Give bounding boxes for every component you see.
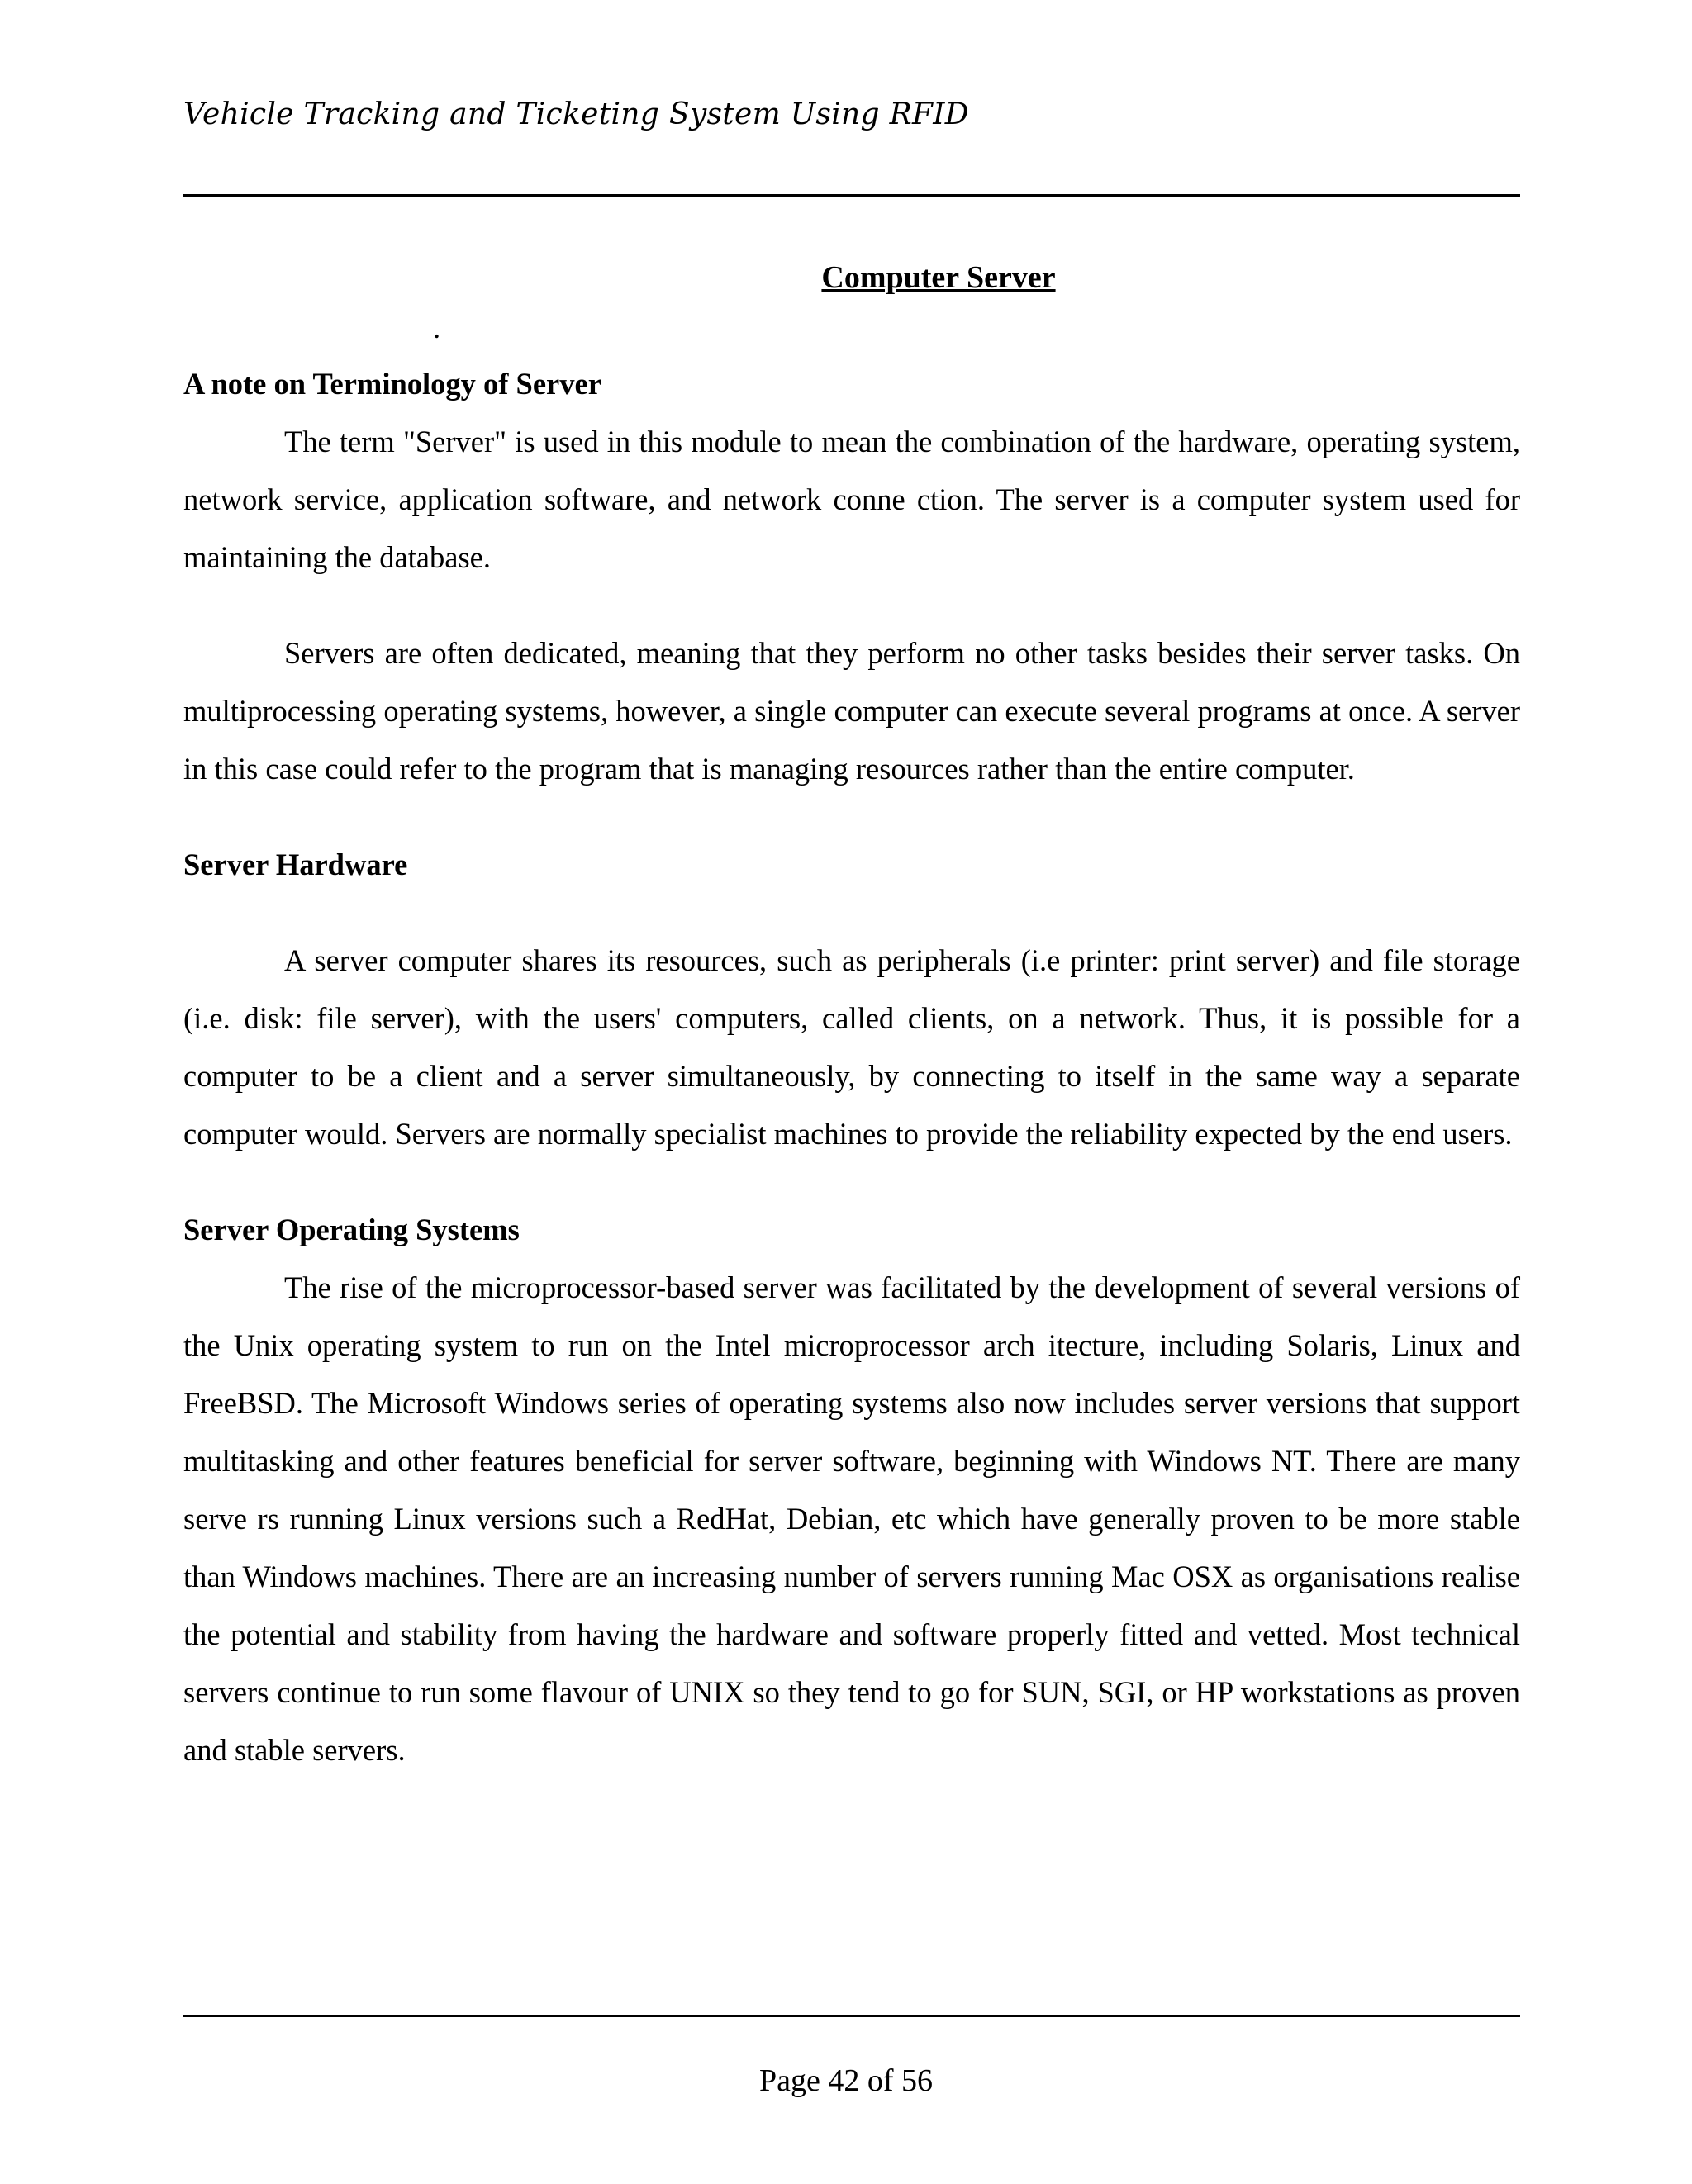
stray-mark: . bbox=[433, 311, 441, 344]
paragraph-hardware-1: A server computer shares its resources, such as peripherals (i.e printer: print server) and file storage (i.e. disk: file server), with the users' computers, called clients, on a network. Thus, it is possible for a computer to be a client and a server simultaneously, by connecting to itself in the same way a separate computer would. Servers are normally specialist machines to provide the reliability expected by the end users. bbox=[183, 943, 1520, 1151]
paragraph-terminology-1: The term "Server" is used in this module to mean the combination of the hardware, operating system, network service, application software, and network conne ction. The server is a computer system used for maintaining the database. bbox=[183, 425, 1520, 574]
paragraph-terminology-2: Servers are often dedicated, meaning that they perform no other tasks besides their server tasks. On multiprocessing operating systems, however, a single computer can execute several programs at once. A server in this case could refer to the program that is managing resources rather than the entire computer. bbox=[183, 636, 1520, 786]
section-heading-hardware: Server Hardware bbox=[183, 847, 408, 881]
section-heading-operating-systems: Server Operating Systems bbox=[183, 1213, 520, 1246]
paragraph-operating-systems-1: The rise of the microprocessor-based server was facilitated by the development of several versions of the Unix operating system to run on the Intel microprocessor arch itecture, including Solaris, Linux and FreeBSD. The Microsoft Windows series of operating systems also now includes server versions that support multitasking and other features beneficial for server software, beginning with Windows NT. There are many serve rs running Linux versions such a RedHat, Debian, etc which have generally proven to be more stable than Windows machines. There are an increasing number of servers running Mac OSX as organisations realise the potential and stability from having the hardware and software properly fitted and vetted. Most technical servers continue to run some flavour of UNIX so they tend to go for SUN, SGI, or HP workstations as proven and stable servers. bbox=[183, 1270, 1520, 1767]
page-title: Computer Server bbox=[821, 260, 1056, 295]
header-divider bbox=[183, 194, 1520, 197]
section-heading-terminology: A note on Terminology of Server bbox=[183, 367, 601, 401]
document-header-title: Vehicle Tracking and Ticketing System Using RFID bbox=[183, 97, 969, 131]
page-body bbox=[183, 248, 1520, 1779]
footer-divider bbox=[183, 2015, 1520, 2017]
page-number: Page 42 of 56 bbox=[758, 2063, 934, 2098]
